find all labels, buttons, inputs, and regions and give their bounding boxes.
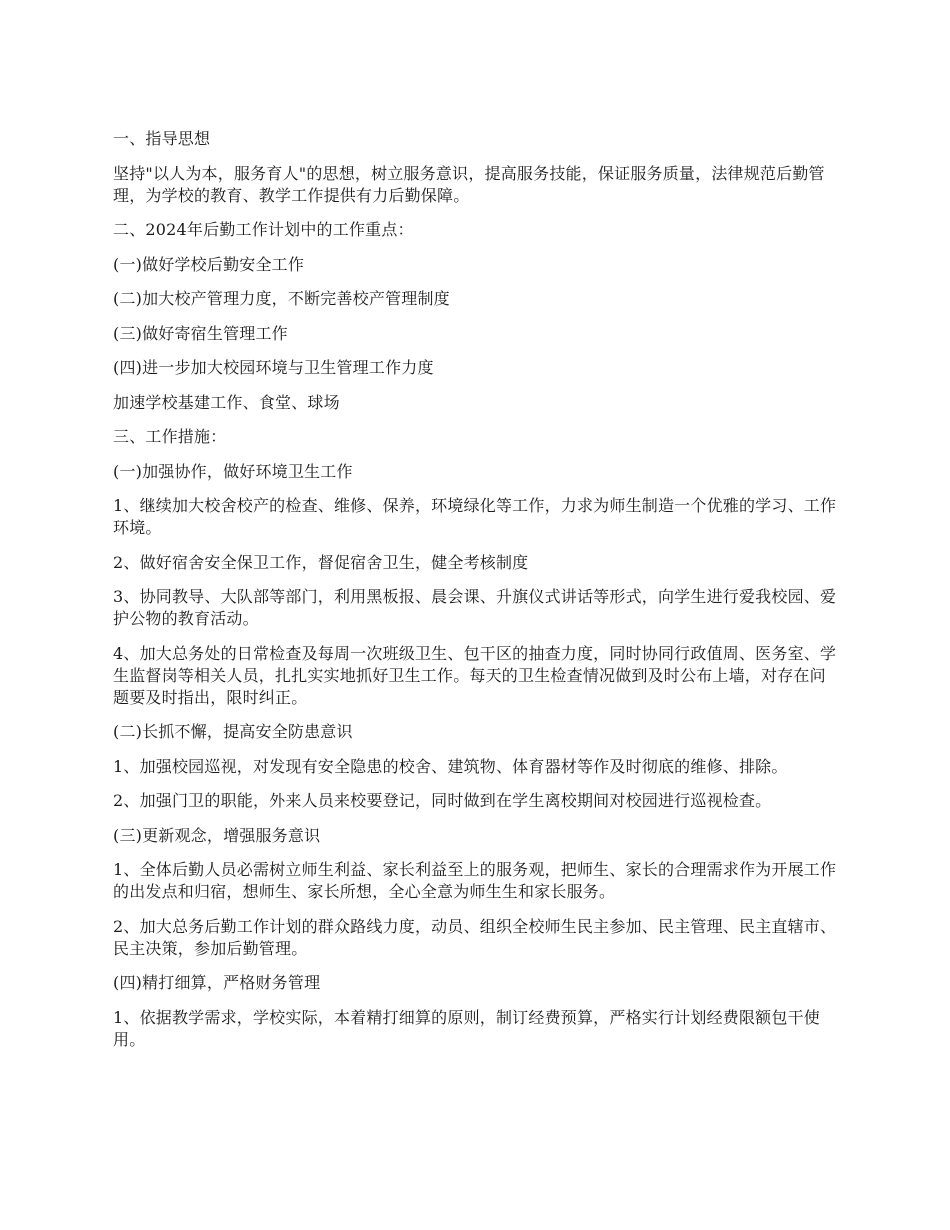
- list-item: 2、加大总务后勤工作计划的群众路线力度，动员、组织全校师生民主参加、民主管理、民主直辖市、民主决策，参加后勤管理。: [113, 916, 837, 958]
- list-item: 4、加大总务处的日常检查及每周一次班级卫生、包干区的抽查力度，同时协同行政值周、医务室、学生监督岗等相关人员，扎扎实实地抓好卫生工作。每天的卫生检查情况做到及时公布上墙，对存在问题要及时指出，限时纠正。: [113, 643, 837, 707]
- document-body: [113, 128, 837, 1063]
- section-heading-guiding-thought: 一、指导思想: [113, 129, 211, 148]
- key-point-4: (四)进一步加大校园环境与卫生管理工作力度: [113, 358, 434, 377]
- subsection-heading-finance: (四)精打细算，严格财务管理: [113, 973, 321, 992]
- subsection-heading-service: (三)更新观念，增强服务意识: [113, 825, 321, 845]
- key-point-5: 加速学校基建工作、食堂、球场: [113, 392, 340, 412]
- key-point-1: (一)做好学校后勤安全工作: [113, 254, 305, 274]
- list-item: 3、协同教导、大队部等部门，利用黑板报、晨会课、升旗仪式讲话等形式，向学生进行爱我校园、爱护公物的教育活动。: [113, 587, 837, 628]
- list-item: 1、加强校园巡视，对发现有安全隐患的校舍、建筑物、体育器材等作及时彻底的维修、排除。: [113, 756, 788, 776]
- paragraph-guiding-thought: 坚持"以人为本，服务育人"的思想，树立服务意识，提高服务技能，保证服务质量，法律规范后勤管理，为学校的教育、教学工作提供有力后勤保障。: [113, 163, 825, 205]
- list-item: 1、全体后勤人员必需树立师生利益、家长利益至上的服务观，把师生、家长的合理需求作为开展工作的出发点和归宿，想师生、家长所想，全心全意为师生生和家长服务。: [113, 860, 837, 901]
- section-heading-key-points: 二、2024年后勤工作计划中的工作重点：: [113, 220, 414, 239]
- key-point-3: (三)做好寄宿生管理工作: [113, 323, 288, 343]
- subsection-heading-environment: (一)加强协作，做好环境卫生工作: [113, 461, 353, 481]
- list-item: 2、加强门卫的职能，外来人员来校要登记，同时做到在学生离校期间对校园进行巡视检查。: [113, 791, 772, 810]
- list-item: 1、继续加大校舍校产的检查、维修、保养，环境绿化等工作，力求为师生制造一个优雅的学习、工作环境。: [113, 496, 837, 537]
- subsection-heading-safety: (二)长抓不懈，提高安全防患意识: [113, 722, 353, 741]
- section-heading-measures: 三、工作措施：: [113, 427, 227, 446]
- list-item: 2、做好宿舍安全保卫工作，督促宿舍卫生，健全考核制度: [113, 552, 529, 572]
- key-point-2: (二)加大校产管理力度，不断完善校产管理制度: [113, 289, 450, 308]
- list-item: 1、依据教学需求，学校实际，本着精打细算的原则，制订经费预算，严格实行计划经费限额包干使用。: [113, 1007, 820, 1049]
